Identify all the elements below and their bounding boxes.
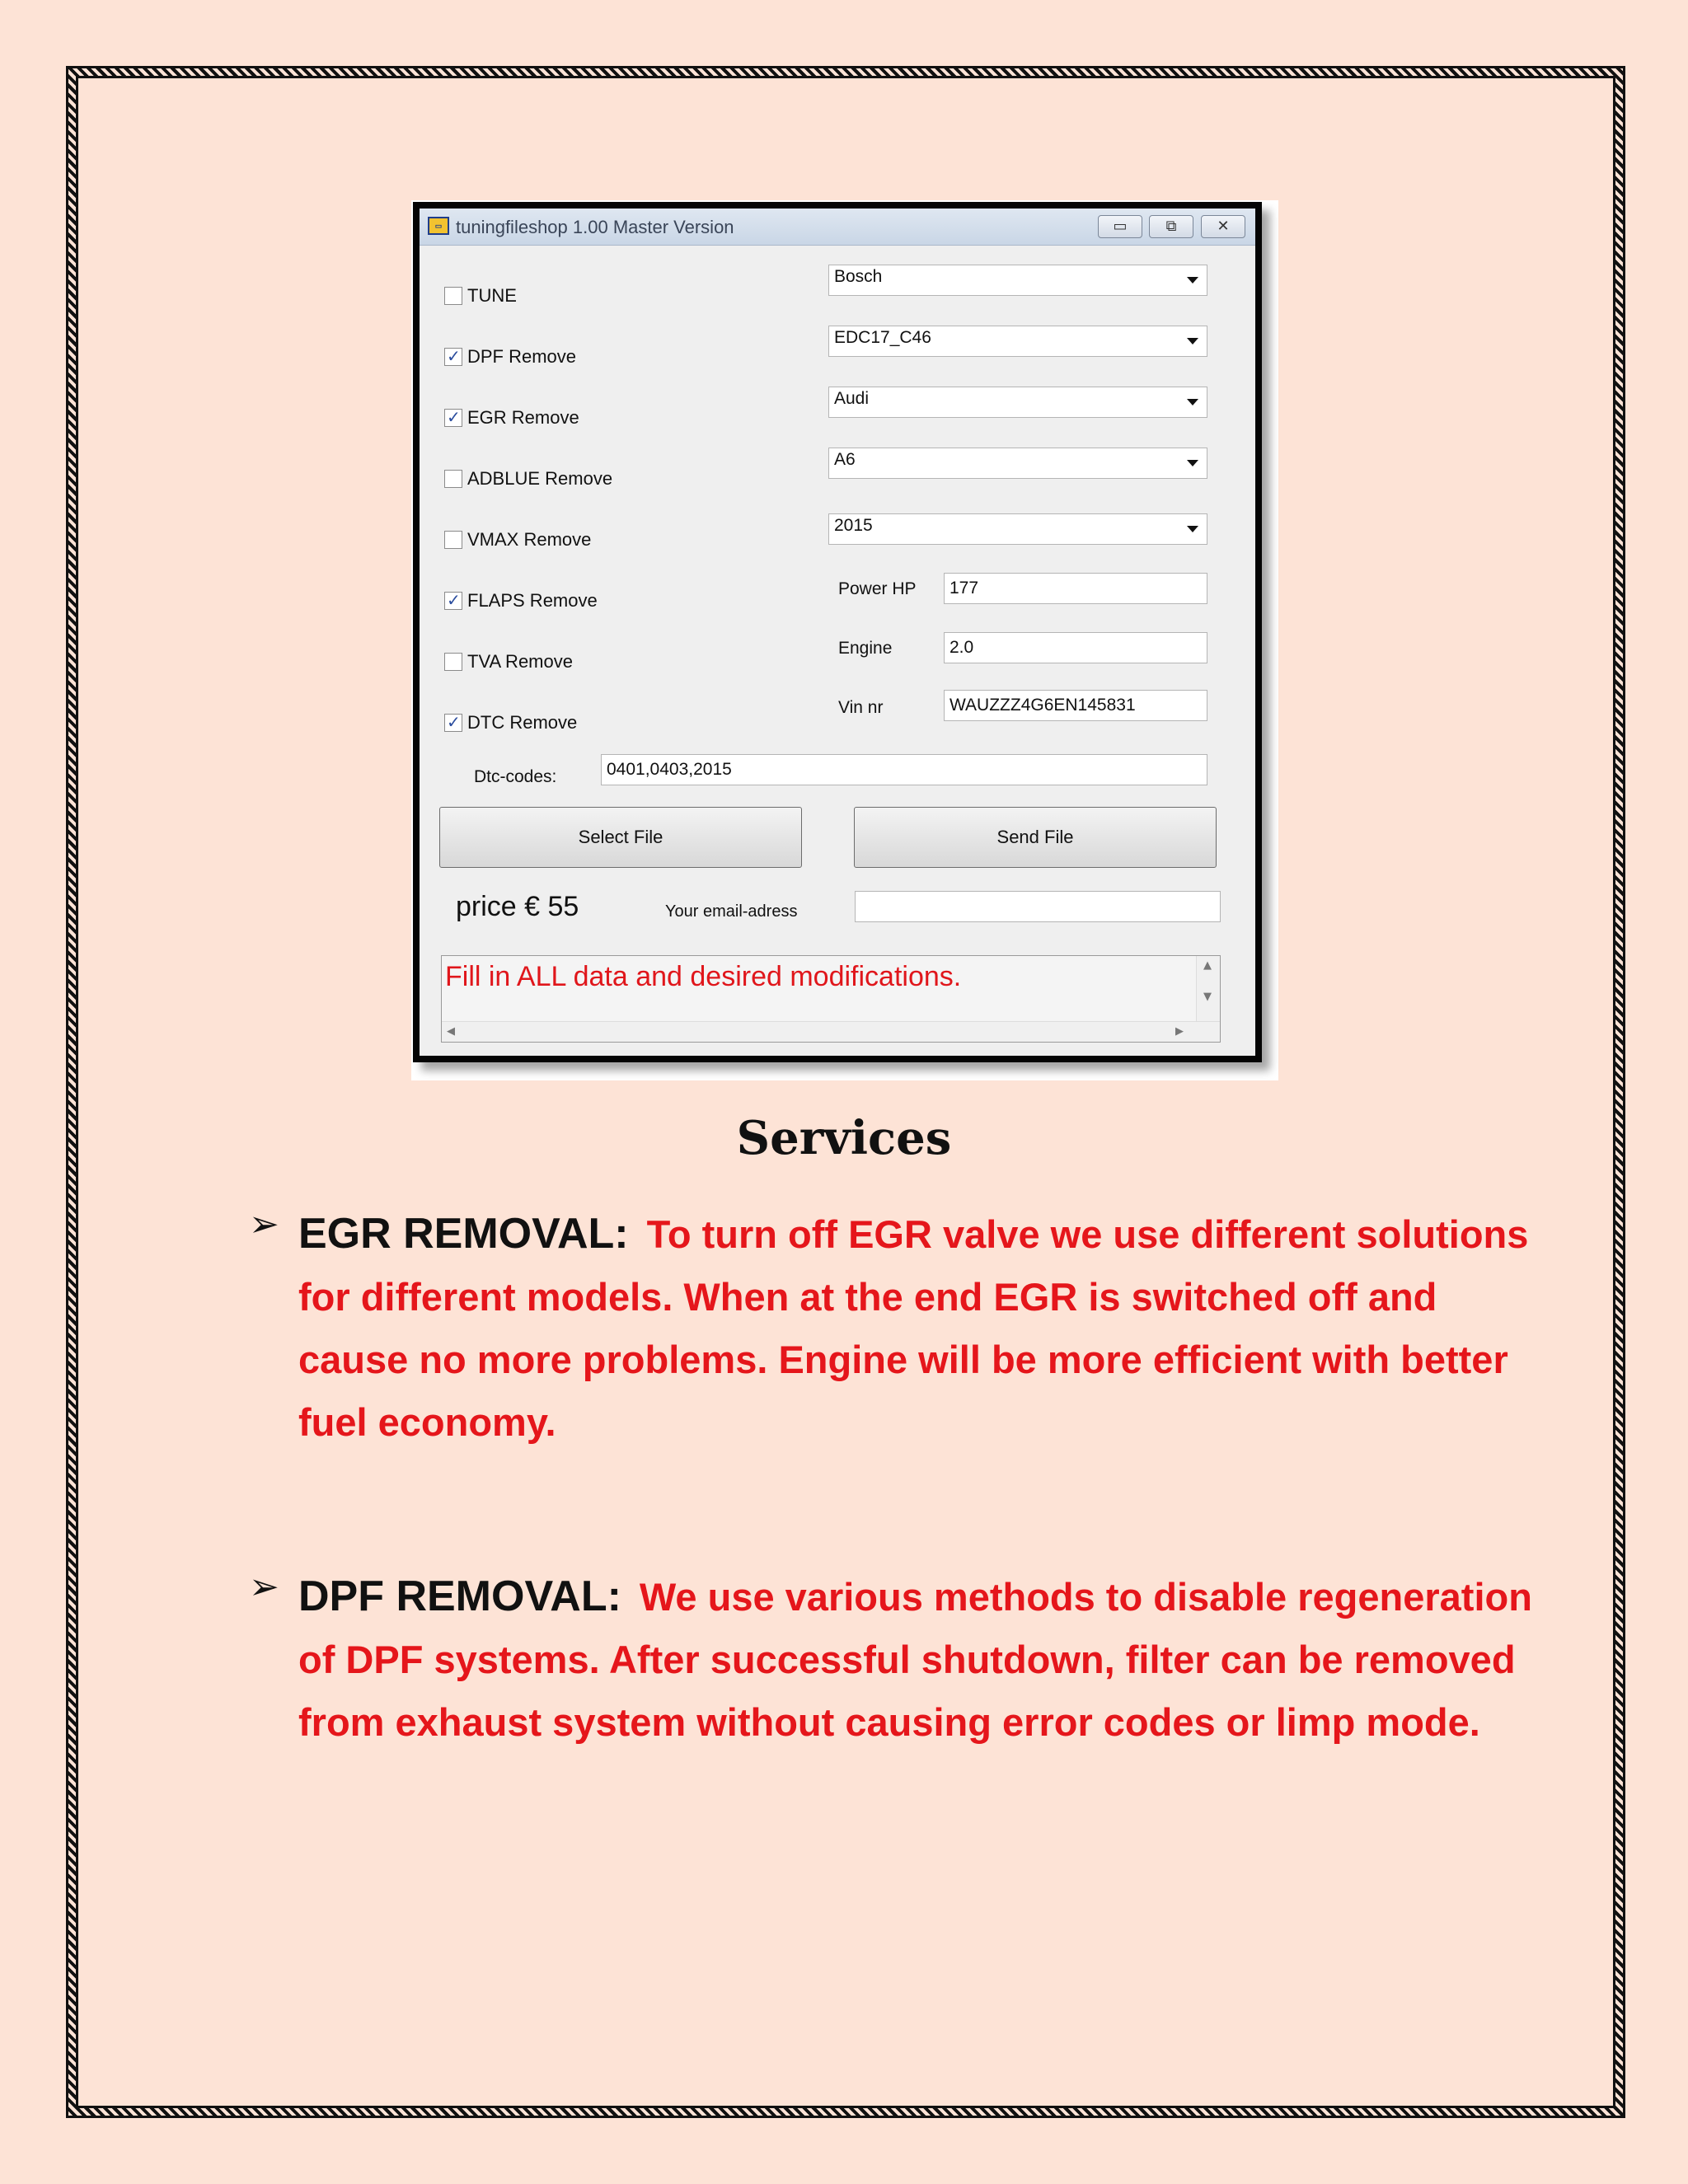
service-term: EGR REMOVAL: [298, 1210, 629, 1258]
checkbox-egr-remove[interactable] [444, 406, 579, 429]
ecu-type-select[interactable] [828, 326, 1207, 357]
service-paragraph [298, 1203, 1535, 1454]
close-button[interactable]: ✕ [1201, 215, 1245, 238]
checkbox-label: TVA Remove [467, 651, 573, 672]
checkbox-icon[interactable] [444, 287, 462, 305]
power-hp-input[interactable]: 177 [944, 573, 1207, 604]
checkbox-label: TUNE [467, 285, 517, 306]
checkbox-icon[interactable] [444, 470, 462, 488]
checkbox-tva-remove[interactable] [444, 650, 573, 673]
chevron-down-icon[interactable] [1187, 338, 1198, 344]
checkbox-dtc-remove[interactable] [444, 711, 577, 734]
message-text: Fill in ALL data and desired modifications. [445, 961, 962, 992]
select-value: A6 [834, 450, 856, 469]
vertical-scrollbar[interactable] [1196, 956, 1220, 1022]
checkbox-label: DTC Remove [467, 712, 578, 733]
car-model-select[interactable] [828, 448, 1207, 479]
chevron-down-icon[interactable] [1187, 526, 1198, 532]
chevron-down-icon[interactable] [1187, 277, 1198, 284]
service-item-egr [249, 1203, 1535, 1454]
scroll-left-icon[interactable]: ◀ [447, 1025, 455, 1038]
checkbox-vmax-remove[interactable] [444, 528, 591, 551]
select-value: EDC17_C46 [834, 328, 931, 347]
horizontal-scrollbar[interactable] [442, 1021, 1220, 1042]
car-make-select[interactable] [828, 387, 1207, 418]
service-text: To turn off EGR valve we use different solutions for different models. When at the end EGR is switched off and cause no more problems. Engine will be more efficient with better fuel economy. [298, 1212, 1529, 1444]
vin-label: Vin nr [838, 698, 884, 717]
email-label: Your email-adress [665, 902, 798, 921]
services-heading: Services [736, 1111, 952, 1165]
dtc-codes-label: Dtc-codes: [474, 767, 557, 786]
select-value: Audi [834, 389, 870, 408]
window-title: tuningfileshop 1.00 Master Version [456, 217, 734, 237]
service-term: DPF REMOVAL: [298, 1572, 621, 1620]
checkbox-icon[interactable] [444, 531, 462, 549]
email-input[interactable] [855, 891, 1221, 922]
chevron-down-icon[interactable] [1187, 460, 1198, 466]
ecu-brand-select[interactable] [828, 265, 1207, 296]
engine-input[interactable]: 2.0 [944, 632, 1207, 663]
select-value: 2015 [834, 516, 873, 535]
chevron-down-icon[interactable] [1187, 399, 1198, 405]
service-item-dpf [249, 1566, 1535, 1754]
service-text: We use various methods to disable regeneration of DPF systems. After successful shutdown, filter can be removed from exhaust system without causing error codes or limp mode. [298, 1575, 1532, 1744]
checkbox-dpf-remove[interactable] [444, 345, 576, 368]
checkbox-label: EGR Remove [467, 407, 579, 428]
engine-label: Engine [838, 639, 893, 658]
title-bar [420, 209, 1255, 246]
checkbox-label: FLAPS Remove [467, 590, 598, 611]
scroll-down-icon[interactable]: ▼ [1203, 991, 1212, 1003]
checkbox-label: DPF Remove [467, 346, 577, 367]
checkbox-label: VMAX Remove [467, 529, 592, 550]
app-icon: ▭ [428, 217, 449, 235]
checkbox-icon[interactable] [444, 409, 462, 427]
checkbox-adblue-remove[interactable] [444, 467, 612, 490]
vin-input[interactable]: WAUZZZ4G6EN145831 [944, 690, 1207, 721]
price-label: price € 55 [456, 891, 579, 922]
select-value: Bosch [834, 267, 883, 286]
maximize-button[interactable]: ⧉ [1149, 215, 1193, 238]
year-select[interactable] [828, 513, 1207, 545]
service-paragraph [298, 1566, 1535, 1754]
checkbox-icon[interactable] [444, 714, 462, 732]
checkbox-label: ADBLUE Remove [467, 468, 613, 489]
minimize-button[interactable]: ▭ [1098, 215, 1142, 238]
checkbox-icon[interactable] [444, 348, 462, 366]
scroll-right-icon[interactable]: ▶ [1175, 1025, 1184, 1038]
select-file-button[interactable]: Select File [439, 807, 802, 868]
checkbox-tune[interactable] [444, 284, 517, 307]
bullet-arrow-icon: ➢ [249, 1203, 279, 1245]
bullet-arrow-icon: ➢ [249, 1566, 279, 1608]
checkbox-flaps-remove[interactable] [444, 589, 598, 612]
power-hp-label: Power HP [838, 579, 917, 598]
checkbox-icon[interactable] [444, 653, 462, 671]
dtc-codes-input[interactable]: 0401,0403,2015 [601, 754, 1207, 785]
checkbox-icon[interactable] [444, 592, 462, 610]
send-file-button[interactable]: Send File [854, 807, 1217, 868]
message-box[interactable] [441, 955, 1221, 1043]
app-window [413, 202, 1262, 1062]
app-screenshot [411, 200, 1278, 1080]
scroll-up-icon[interactable]: ▲ [1203, 959, 1212, 972]
